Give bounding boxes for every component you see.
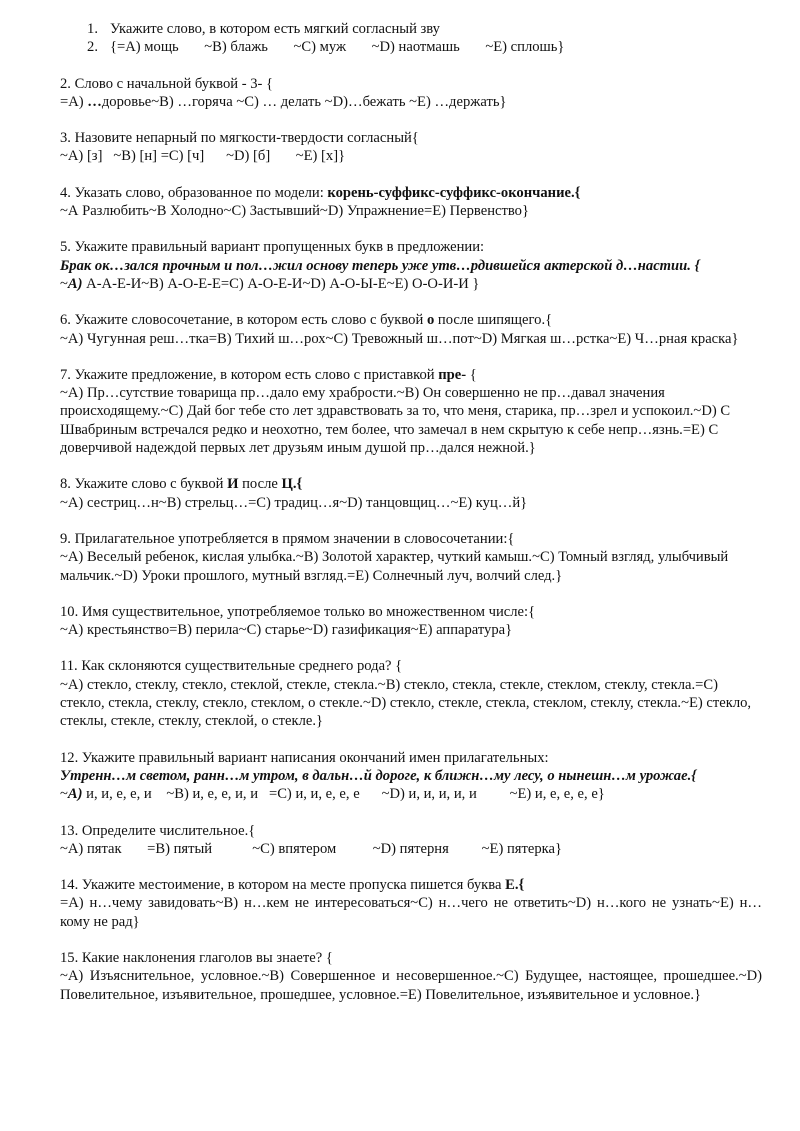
- answer-options: [60, 785, 762, 803]
- answer-options: ~A) стекло, стеклу, стекло, стеклой, стекле, стекла.~B) стекло, стекла, стекле, стеклом, стеклу, стекла.=C) стекло, стекла, стеклу, стекло, стеклом, о стекле.~D) стекло, стекле, стекла, стеклом, стеклу, стекла.~E) стекло, стеклы, стекле, стеклу, стеклой, о стекле.}: [60, 676, 752, 730]
- test-document: [60, 20, 762, 1004]
- question-title: [60, 475, 762, 493]
- answer-options: =A) н…чему завидовать~B) н…кем не интересоваться~C) н…чего не ответить~D) н…кого не узнать~E) н…кому не рад}: [60, 895, 762, 930]
- question-14: [60, 876, 762, 931]
- question-2: [60, 75, 762, 112]
- question-3: [60, 129, 762, 166]
- title-bold: И: [227, 476, 239, 493]
- question-12: [60, 749, 762, 804]
- answer-options: ~A) Изъяснительное, условное.~B) Совершенное и несовершенное.~C) Будущее, настоящее, прошедшее.~D) Повелительное, изъявительное, прошедшее, условное.=E) Повелительное, изъявительное и условное.}: [60, 968, 762, 1003]
- question-8: [60, 475, 762, 512]
- title-bold: пре-: [438, 366, 467, 383]
- title-text: 8. Укажите слово с буквой: [60, 476, 228, 493]
- question-title: [60, 366, 762, 384]
- question-title: 11. Как склоняются существительные среднего рода? {: [60, 658, 403, 675]
- list-text: Укажите слово, в котором есть мягкий согласный зву: [110, 21, 440, 37]
- title-text: 14. Укажите местоимение, в котором на месте пропуска пишется буква: [60, 877, 506, 894]
- question-title: [60, 311, 762, 329]
- title-bold: о: [426, 312, 435, 329]
- answer-bold: А): [67, 275, 83, 292]
- numbered-list: [60, 20, 762, 57]
- question-4: [60, 184, 762, 221]
- answer-options: ~A) крестьянство=B) перила~C) старье~D) газификация~E) аппаратура}: [60, 622, 513, 639]
- answer-bold: А): [67, 786, 83, 803]
- question-6: [60, 311, 762, 348]
- title-bold: Ц.{: [281, 476, 303, 493]
- question-10: [60, 603, 762, 640]
- answer-options: [60, 275, 762, 293]
- list-text: {=A) мощь ~B) блажь ~C) муж ~D) наотмашь ~E) сплошь}: [110, 39, 565, 56]
- question-title: 15. Какие наклонения глаголов вы знаете? {: [60, 949, 333, 966]
- question-13: [60, 822, 762, 859]
- answer-options: ~A) Веселый ребенок, кислая улыбка.~B) Золотой характер, чуткий камыш.~C) Томный взгляд, улыбчивый мальчик.~D) Уроки прошлого, мутный взгляд.=E) Солнечный луч, волчий след.}: [60, 549, 729, 584]
- title-bold: Е.{: [505, 877, 525, 894]
- list-item: [60, 38, 762, 56]
- question-title: 2. Слово с начальной буквой - 3- {: [60, 75, 274, 92]
- answer-options: [60, 93, 762, 111]
- title-text: 6. Укажите словосочетание, в котором есть слово с буквой: [60, 312, 427, 329]
- title-text: 4. Указать слово, образованное по модели:: [60, 184, 328, 201]
- question-9: [60, 530, 762, 585]
- title-text: после: [238, 476, 282, 493]
- answer-options: ~А Разлюбить~B Холодно~C) Застывший~D) Упражнение=E) Первенство}: [60, 203, 529, 220]
- answer-rest: и, и, е, е, и ~B) и, е, е, и, и =C) и, и, е, е, е ~D) и, и, и, и, и ~E) и, е, е, е, е}: [82, 786, 605, 803]
- title-bold: корень-суффикс-суффикс-окончание.{: [327, 184, 581, 201]
- answer-prefix: =A): [60, 93, 88, 110]
- question-15: [60, 949, 762, 1004]
- answer-rest: А-А-Е-И~B) А-О-Е-Е=C) А-О-Е-И~D) А-О-Ы-Е~E) О-О-И-И }: [82, 275, 480, 292]
- question-11: [60, 657, 762, 730]
- answer-options: ~A) сестриц…н~B) стрельц…=C) традиц…я~D) танцовщиц…~E) куц…й}: [60, 494, 528, 511]
- question-7: [60, 366, 762, 457]
- answer-options: ~A) [з] ~B) [н] =C) [ч] ~D) [б] ~E) [х]}: [60, 148, 346, 165]
- answer-prefix: ~: [60, 786, 68, 803]
- question-title: 13. Определите числительное.{: [60, 822, 256, 839]
- question-sentence: Брак ок…зался прочным и пол…жил основу теперь уже утв…рдившейся актерской д…настии. {: [60, 257, 700, 274]
- answer-options: ~A) пятак =B) пятый ~C) впятером ~D) пятерня ~E) пятерка}: [60, 840, 563, 857]
- question-title: 10. Имя существительное, употребляемое только во множественном числе:{: [60, 603, 536, 620]
- question-5: [60, 238, 762, 293]
- question-title: 9. Прилагательное употребляется в прямом значении в словосочетании:{: [60, 530, 515, 547]
- answer-bold: …: [87, 93, 102, 110]
- question-title: 5. Укажите правильный вариант пропущенных букв в предложении:: [60, 239, 485, 256]
- question-title: [60, 876, 762, 894]
- title-text: после шипящего.{: [434, 312, 553, 329]
- title-text: {: [466, 366, 477, 383]
- answer-prefix: ~: [60, 275, 68, 292]
- list-number: 2.: [87, 39, 98, 56]
- answer-rest: доровье~B) …горяча ~C) … делать ~D)…бежать ~E) …держать}: [101, 93, 507, 110]
- question-title: [60, 184, 762, 202]
- list-item: [60, 20, 762, 38]
- answer-options: ~A) Чугунная реш…тка=B) Тихий ш…рох~C) Тревожный ш…пот~D) Мягкая ш…рстка~E) Ч…рная краска}: [60, 330, 739, 347]
- question-sentence: Утренн…м светом, ранн…м утром, в дальн…й дороге, к ближн…му лесу, о нынешн…м урожае.{: [60, 767, 697, 784]
- question-title: 12. Укажите правильный вариант написания окончаний имен прилагательных:: [60, 749, 549, 766]
- list-number: 1.: [87, 21, 98, 37]
- answer-options: ~A) Пр…сутствие товарища пр…дало ему храбрости.~B) Он совершенно не пр…давал значения происходящему.~C) Дай бог тебе сто лет здравствовать за то, что меня, старика, пр…зрел и успокоил.~D) С Швабриным встречался редко и неохотно, тем более, что замечал в нем скрытую к себе непр…язнь.=E) С доверчивой надеждой первых лет друзьям иным душой пр…дался нежной.}: [60, 385, 731, 457]
- title-text: 7. Укажите предложение, в котором есть слово с приставкой: [60, 366, 439, 383]
- question-title: 3. Назовите непарный по мягкости-твердости согласный{: [60, 130, 419, 147]
